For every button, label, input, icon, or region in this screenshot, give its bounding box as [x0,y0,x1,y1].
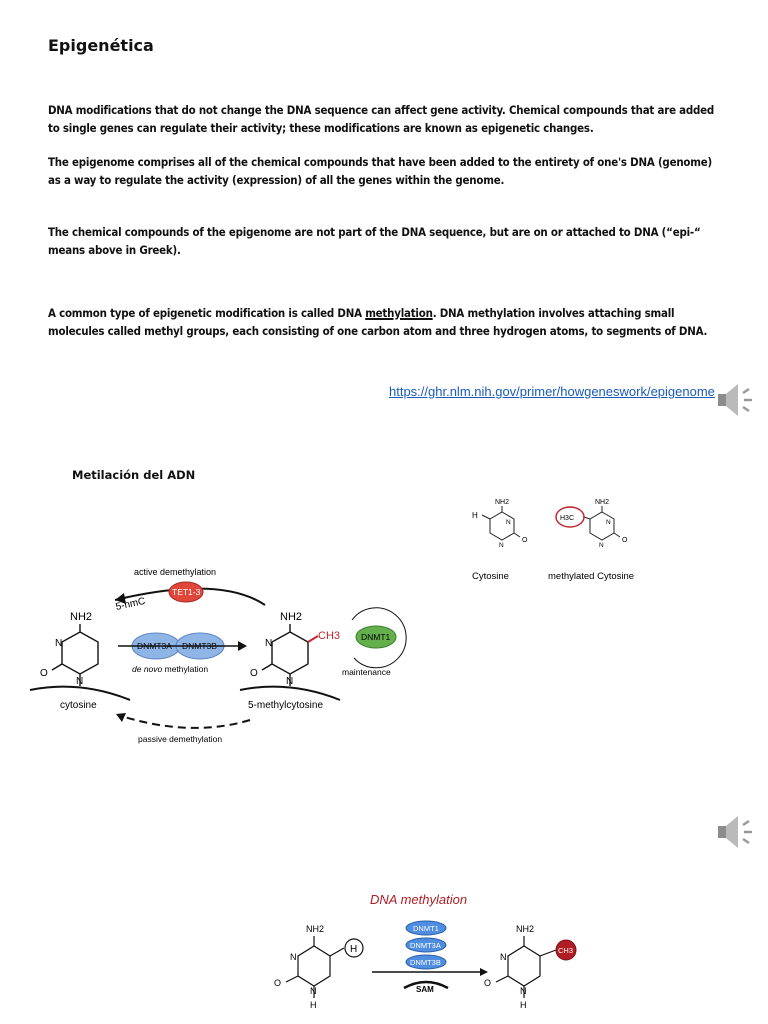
n-label: N [265,638,273,649]
passive-demethylation-arrow [118,715,250,728]
dna-methylation-reaction-figure [260,888,600,1024]
cytosine-caption: Cytosine [472,571,509,582]
methylation-highlight: methylation [365,306,433,320]
o-label: O [622,537,628,544]
methylation-cycle-figure [20,560,420,755]
methylated-cytosine-structure [584,506,620,540]
tet-label: TET1-3 [172,587,201,597]
cytosine-structures-figure [462,490,662,590]
n-label: N [55,638,63,649]
speaker-icon[interactable] [712,812,756,852]
speaker-icon[interactable] [712,380,756,420]
paragraph-4-start: A common type of epigenetic modification is called DNA [48,306,366,320]
passive-demethylation-label: passive demethylation [138,734,223,744]
h-label: H [520,1000,527,1010]
n-label: N [606,519,611,526]
maintenance-label: maintenance [342,667,391,677]
paragraph-4 [48,304,724,340]
methylcytosine-label: 5-methylcytosine [248,700,324,711]
dnmt3a-label: DNMT3A [137,641,172,651]
h-label: H [350,944,358,955]
paragraph-4-end: . DNA methylation involves attaching small molecules called methyl groups, each consisting of one carbon atom and three hydrogen atoms, to segments of DNA. [48,306,708,338]
o-label: O [522,537,528,544]
h3c-label: H3C [560,515,575,522]
de-novo-label: de novo methylation [132,664,209,674]
cytosine-structure [482,506,520,540]
o-label: O [484,978,492,988]
o-label: O [274,978,282,988]
paragraph-2: The epigenome comprises all of the chemical compounds that have been added to the entirety of one's DNA (genome) as a way to regulate the activity (expression) of all the genes within the genome. [48,155,712,187]
page-title: Epigenética [48,36,154,55]
cytosine-label: cytosine [60,700,97,711]
nh2-label: NH2 [595,499,610,506]
h-label: H [472,511,478,520]
paragraph-3: The chemical compounds of the epigenome are not part of the DNA sequence, but are on or attached to DNA (“epi-“ means above in Greek). [48,225,701,257]
methylcytosine-ring-right [262,624,308,686]
hmc-label: 5-hmC [114,595,147,613]
cytosine-ring-left [52,624,98,686]
n-label: N [520,986,527,996]
nh2-label: NH2 [516,924,535,934]
nh2-label: NH2 [495,499,510,506]
o-label: O [40,668,48,679]
n-label: N [290,952,297,962]
paragraph-1: DNA modifications that do not change the DNA sequence can affect gene activity. Chemical compounds that are added to single genes can regulate their activity; these modifications are known as epigenetic changes. [48,103,715,135]
n-label: N [506,519,511,526]
figure-caption: Metilación del ADN [72,468,196,482]
o-label: O [250,668,258,679]
dnmt3b-label: DNMT3B [410,958,441,967]
active-demethylation-label: active demethylation [134,567,217,577]
n-label: N [310,986,317,996]
dnmt3b-label: DNMT3B [182,641,217,651]
dna-backbone-left [30,687,130,700]
n-label: N [599,542,604,549]
ch3-label: CH3 [318,630,341,642]
methylated-cytosine-caption: methylated Cytosine [548,571,635,582]
dnmt3a-label: DNMT3A [410,941,441,950]
epigenome-link[interactable]: https://ghr.nlm.nih.gov/primer/howgeneswork/epigenome [389,384,715,399]
dnmt1-label: DNMT1 [361,632,391,642]
ch3-label: CH3 [558,946,574,955]
dna-methylation-title: DNA methylation [370,892,468,907]
dna-backbone-right [240,687,340,700]
dnmt1-label: DNMT1 [413,924,439,933]
n-label: N [499,542,504,549]
n-label: N [500,952,507,962]
h-label: H [310,1000,317,1010]
sam-label: SAM [416,985,434,994]
nh2-label: NH2 [306,924,325,934]
nh2-label: NH2 [280,611,303,623]
nh2-label: NH2 [70,611,93,623]
n-label: N [76,676,84,687]
n-label: N [286,676,294,687]
